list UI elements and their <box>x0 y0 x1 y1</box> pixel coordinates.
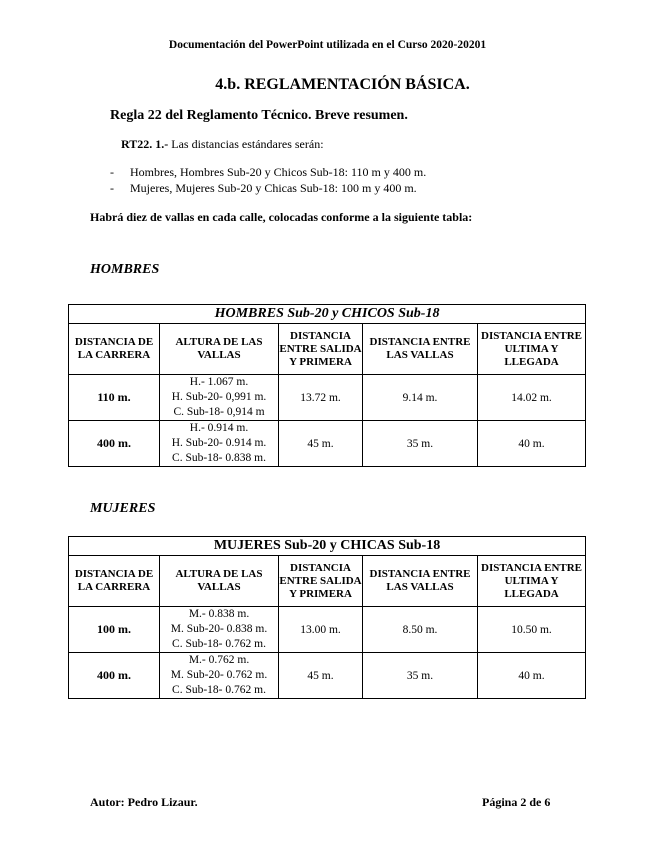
table-row <box>69 653 586 699</box>
intro-text: Habrá diez de vallas en cada calle, colocadas conforme a la siguiente tabla: <box>90 210 473 224</box>
column-header: DISTANCIA DE LA CARRERA <box>69 324 160 375</box>
list-item: - Hombres, Hombres Sub-20 y Chicos Sub-18: 110 m y 400 m. <box>110 165 427 179</box>
table-row <box>69 375 586 421</box>
page-header: Documentación del PowerPoint utilizada en el Curso 2020-20201 <box>168 39 487 51</box>
table-caption: MUJERES Sub-20 y CHICAS Sub-18 <box>69 537 586 556</box>
column-header: DISTANCIA ENTRE SALIDA Y PRIMERA <box>279 556 363 607</box>
men-hurdles-table <box>68 304 586 467</box>
subtitle: Regla 22 del Reglamento Técnico. Breve resumen. <box>110 108 408 123</box>
list-item-text: Mujeres, Mujeres Sub-20 y Chicas Sub-18: 100 m y 400 m. <box>130 180 417 195</box>
rule-label: RT22. 1.- <box>121 137 169 151</box>
column-header: DISTANCIA ENTRE ULTIMA Y LLEGADA <box>478 324 586 375</box>
between-hurdles: 8.50 m. <box>363 607 478 653</box>
column-header: DISTANCIA DE LA CARRERA <box>69 556 160 607</box>
between-hurdles: 35 m. <box>363 653 478 699</box>
race-distance: 100 m. <box>69 607 160 653</box>
start-to-first: 45 m. <box>279 653 363 699</box>
list-item: - Mujeres, Mujeres Sub-20 y Chicas Sub-18: 100 m y 400 m. <box>110 180 417 195</box>
hurdle-heights: M.- 0.762 m. M. Sub-20- 0.762 m. C. Sub-18- 0.762 m. <box>160 653 279 699</box>
table-row <box>69 607 586 653</box>
column-header: DISTANCIA ENTRE LAS VALLAS <box>363 324 478 375</box>
table-row <box>69 421 586 467</box>
race-distance: 110 m. <box>69 375 160 421</box>
hurdle-heights: H.- 0.914 m. H. Sub-20- 0.914 m. C. Sub-18- 0.838 m. <box>160 421 279 467</box>
between-hurdles: 35 m. <box>363 421 478 467</box>
list-item-text: Hombres, Hombres Sub-20 y Chicos Sub-18: 110 m y 400 m. <box>130 165 427 179</box>
column-header: ALTURA DE LAS VALLAS <box>160 556 279 607</box>
women-hurdles-table <box>68 536 586 699</box>
column-header: DISTANCIA ENTRE LAS VALLAS <box>363 556 478 607</box>
start-to-first: 13.00 m. <box>279 607 363 653</box>
rule-paragraph <box>121 137 324 152</box>
table-caption: HOMBRES Sub-20 y CHICOS Sub-18 <box>69 305 586 324</box>
footer-author: Autor: Pedro Lizaur. <box>90 795 198 809</box>
footer-page-number: Página 2 de 6 <box>482 795 551 809</box>
start-to-first: 13.72 m. <box>279 375 363 421</box>
distances-list <box>110 165 426 196</box>
column-header: DISTANCIA ENTRE ULTIMA Y LLEGADA <box>478 556 586 607</box>
race-distance: 400 m. <box>69 653 160 699</box>
last-to-finish: 40 m. <box>478 653 586 699</box>
column-header: ALTURA DE LAS VALLAS <box>160 324 279 375</box>
page-title: 4.b. REGLAMENTACIÓN BÁSICA. <box>215 76 470 93</box>
race-distance: 400 m. <box>69 421 160 467</box>
last-to-finish: 10.50 m. <box>478 607 586 653</box>
last-to-finish: 40 m. <box>478 421 586 467</box>
start-to-first: 45 m. <box>279 421 363 467</box>
column-header: DISTANCIA ENTRE SALIDA Y PRIMERA <box>279 324 363 375</box>
last-to-finish: 14.02 m. <box>478 375 586 421</box>
section-title-men: HOMBRES <box>90 262 160 277</box>
between-hurdles: 9.14 m. <box>363 375 478 421</box>
hurdle-heights: H.- 1.067 m. H. Sub-20- 0,991 m. C. Sub-18- 0,914 m <box>160 375 279 421</box>
section-title-women: MUJERES <box>90 501 156 516</box>
rule-text: Las distancias estándares serán: <box>168 137 324 151</box>
hurdle-heights: M.- 0.838 m. M. Sub-20- 0.838 m. C. Sub-18- 0.762 m. <box>160 607 279 653</box>
